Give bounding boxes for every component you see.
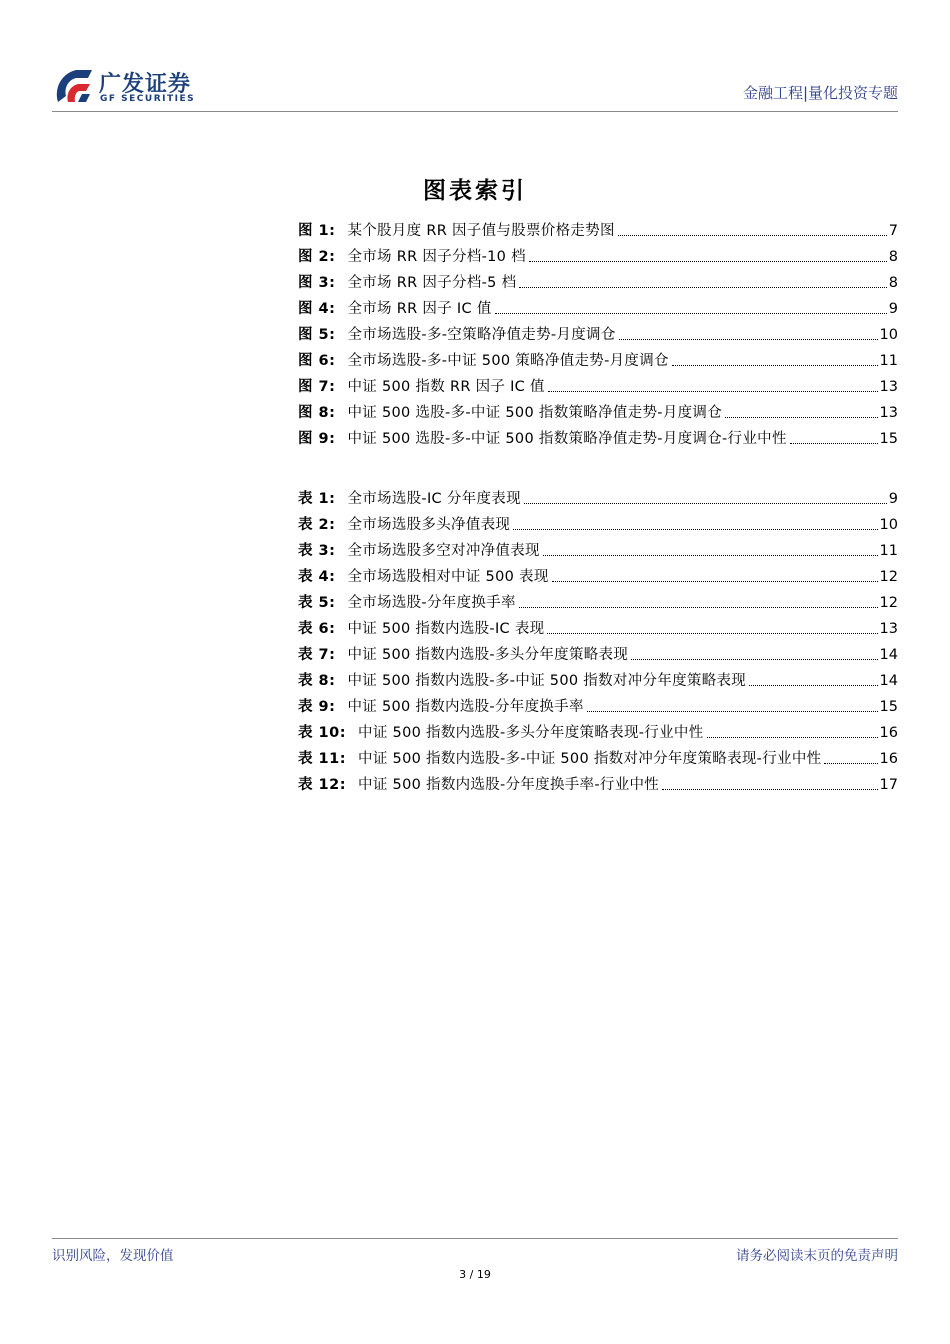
toc-entry-title: 全市场 RR 因子分档-10 档 xyxy=(347,249,526,265)
toc-entry-label: 表 12: xyxy=(298,777,347,793)
toc-dot-leader xyxy=(513,529,877,530)
report-section-label: 金融工程|量化投资专题 xyxy=(742,84,898,102)
toc-entry-page: 13 xyxy=(879,379,898,395)
toc-entry-title: 全市场选股多空对冲净值表现 xyxy=(347,543,540,559)
toc-entry-title: 全市场选股-分年度换手率 xyxy=(347,595,516,611)
table-index-entry[interactable] xyxy=(298,769,898,795)
table-index-entry[interactable] xyxy=(298,509,898,535)
toc-entry-page: 15 xyxy=(879,699,898,715)
toc-dot-leader xyxy=(519,607,878,608)
toc-entry-page: 17 xyxy=(879,777,898,793)
toc-entry-page: 14 xyxy=(879,647,898,663)
footer-slogan: 识别风险，发现价值 xyxy=(52,1248,174,1264)
toc-entry-label: 图 2: xyxy=(298,249,336,265)
toc-entry-title: 中证 500 指数内选股-多-中证 500 指数对冲分年度策略表现 xyxy=(347,673,747,689)
toc-entry-title: 中证 500 指数内选股-分年度换手率-行业中性 xyxy=(358,777,660,793)
toc-entry-label: 表 7: xyxy=(298,647,336,663)
figure-index-entry[interactable] xyxy=(298,215,898,241)
figure-index-entry[interactable] xyxy=(298,267,898,293)
toc-dot-leader xyxy=(672,365,878,366)
toc-entry-page: 10 xyxy=(879,517,898,533)
logo-english-text: GF SECURITIES xyxy=(100,94,196,104)
toc-entry-page: 10 xyxy=(879,327,898,343)
toc-dot-leader xyxy=(548,391,878,392)
toc-dot-leader xyxy=(824,763,877,764)
toc-entry-label: 表 6: xyxy=(298,621,336,637)
logo-chinese-text: 广发证券 xyxy=(99,72,192,97)
figure-index-entry[interactable] xyxy=(298,293,898,319)
toc-entry-title: 某个股月度 RR 因子值与股票价格走势图 xyxy=(347,223,615,239)
toc-dot-leader xyxy=(749,685,877,686)
toc-entry-title: 中证 500 指数内选股-多头分年度策略表现 xyxy=(347,647,629,663)
index-title: 图表索引 xyxy=(423,178,527,204)
toc-dot-leader xyxy=(529,261,887,262)
toc-entry-label: 图 6: xyxy=(298,353,336,369)
gf-securities-logo xyxy=(52,64,212,108)
toc-entry-page: 8 xyxy=(888,275,898,291)
toc-entry-label: 图 8: xyxy=(298,405,336,421)
toc-entry-title: 中证 500 指数内选股-分年度换手率 xyxy=(347,699,584,715)
gf-logo-icon xyxy=(52,64,96,108)
toc-entry-title: 全市场选股-多-空策略净值走势-月度调仓 xyxy=(347,327,616,343)
figure-index-entry[interactable] xyxy=(298,319,898,345)
toc-entry-label: 图 3: xyxy=(298,275,336,291)
toc-entry-page: 8 xyxy=(888,249,898,265)
toc-entry-title: 中证 500 选股-多-中证 500 指数策略净值走势-月度调仓-行业中性 xyxy=(347,431,787,447)
toc-dot-leader xyxy=(519,287,886,288)
figure-index-entry[interactable] xyxy=(298,345,898,371)
figure-index-entry[interactable] xyxy=(298,397,898,423)
toc-dot-leader xyxy=(587,711,878,712)
toc-dot-leader xyxy=(543,555,878,556)
table-index-entry[interactable] xyxy=(298,535,898,561)
toc-entry-page: 12 xyxy=(879,595,898,611)
table-index-entry[interactable] xyxy=(298,639,898,665)
table-index-entry[interactable] xyxy=(298,587,898,613)
toc-entry-page: 12 xyxy=(879,569,898,585)
toc-entry-page: 9 xyxy=(888,491,898,507)
footer-disclaimer-note: 请务必阅读末页的免责声明 xyxy=(736,1248,898,1264)
table-index-entry[interactable] xyxy=(298,691,898,717)
toc-entry-label: 表 11: xyxy=(298,751,347,767)
toc-entry-label: 表 8: xyxy=(298,673,336,689)
table-index-entry[interactable] xyxy=(298,561,898,587)
toc-entry-page: 7 xyxy=(888,223,898,239)
toc-entry-page: 9 xyxy=(888,301,898,317)
figure-index-entry[interactable] xyxy=(298,423,898,449)
table-index-list xyxy=(298,483,898,795)
toc-dot-leader xyxy=(790,443,878,444)
toc-dot-leader xyxy=(662,789,877,790)
toc-entry-page: 13 xyxy=(879,621,898,637)
toc-entry-label: 图 7: xyxy=(298,379,336,395)
toc-entry-label: 表 1: xyxy=(298,491,336,507)
toc-dot-leader xyxy=(547,633,877,634)
toc-dot-leader xyxy=(552,581,878,582)
toc-dot-leader xyxy=(631,659,877,660)
toc-entry-title: 全市场选股-IC 分年度表现 xyxy=(347,491,521,507)
toc-entry-label: 表 10: xyxy=(298,725,347,741)
table-index-entry[interactable] xyxy=(298,717,898,743)
toc-entry-title: 中证 500 指数内选股-IC 表现 xyxy=(347,621,545,637)
toc-entry-title: 全市场选股多头净值表现 xyxy=(347,517,511,533)
toc-entry-label: 图 4: xyxy=(298,301,336,317)
toc-entry-title: 中证 500 指数内选股-多头分年度策略表现-行业中性 xyxy=(358,725,704,741)
toc-dot-leader xyxy=(618,235,887,236)
toc-entry-label: 图 9: xyxy=(298,431,336,447)
toc-entry-title: 全市场选股相对中证 500 表现 xyxy=(347,569,549,585)
toc-entry-label: 表 5: xyxy=(298,595,336,611)
toc-dot-leader xyxy=(495,313,887,314)
footer-divider xyxy=(52,1238,898,1239)
toc-entry-page: 11 xyxy=(879,353,898,369)
figure-index-list xyxy=(298,215,898,449)
toc-entry-page: 16 xyxy=(879,751,898,767)
toc-entry-label: 表 2: xyxy=(298,517,336,533)
figure-index-entry[interactable] xyxy=(298,371,898,397)
toc-entry-label: 表 4: xyxy=(298,569,336,585)
toc-dot-leader xyxy=(619,339,878,340)
toc-entry-title: 全市场 RR 因子分档-5 档 xyxy=(347,275,517,291)
page-number: 3 / 19 xyxy=(459,1268,491,1281)
toc-entry-label: 表 9: xyxy=(298,699,336,715)
toc-entry-label: 图 5: xyxy=(298,327,336,343)
table-index-entry[interactable] xyxy=(298,613,898,639)
toc-dot-leader xyxy=(524,503,887,504)
toc-entry-page: 14 xyxy=(879,673,898,689)
toc-entry-title: 全市场选股-多-中证 500 策略净值走势-月度调仓 xyxy=(347,353,669,369)
toc-entry-page: 13 xyxy=(879,405,898,421)
toc-entry-page: 15 xyxy=(879,431,898,447)
table-index-entry[interactable] xyxy=(298,665,898,691)
figure-index-entry[interactable] xyxy=(298,241,898,267)
toc-entry-page: 11 xyxy=(879,543,898,559)
toc-entry-title: 中证 500 指数内选股-多-中证 500 指数对冲分年度策略表现-行业中性 xyxy=(358,751,822,767)
toc-dot-leader xyxy=(707,737,878,738)
table-index-entry[interactable] xyxy=(298,743,898,769)
toc-entry-page: 16 xyxy=(879,725,898,741)
header-divider xyxy=(52,111,898,112)
toc-dot-leader xyxy=(725,417,878,418)
table-index-entry[interactable] xyxy=(298,483,898,509)
toc-entry-label: 图 1: xyxy=(298,223,336,239)
toc-entry-title: 全市场 RR 因子 IC 值 xyxy=(347,301,492,317)
toc-entry-label: 表 3: xyxy=(298,543,336,559)
toc-entry-title: 中证 500 指数 RR 因子 IC 值 xyxy=(347,379,545,395)
toc-entry-title: 中证 500 选股-多-中证 500 指数策略净值走势-月度调仓 xyxy=(347,405,723,421)
page-header xyxy=(52,62,898,110)
